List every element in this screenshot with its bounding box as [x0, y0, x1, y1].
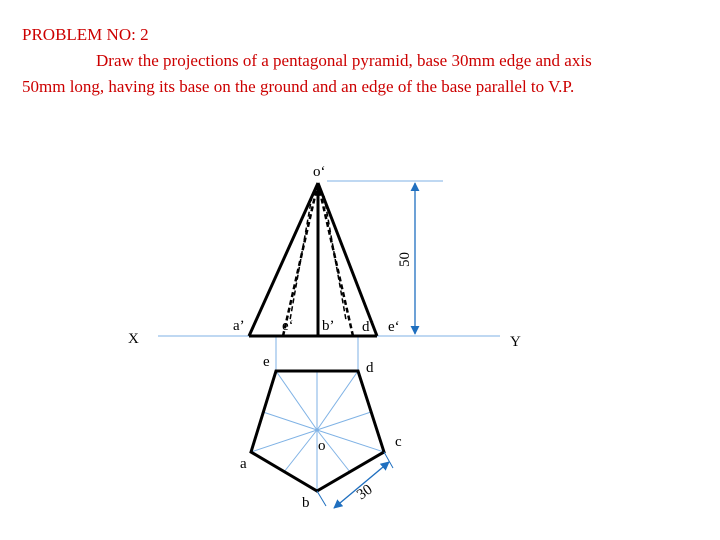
- axis-dimension-label: 50: [397, 252, 413, 267]
- x-label: X: [128, 331, 139, 347]
- front-slant-edge-left: [249, 183, 318, 336]
- label-apex-front: o‘: [313, 164, 326, 180]
- label-e-front: e‘: [282, 318, 294, 334]
- label-c-front: e‘: [388, 319, 400, 335]
- construction-line: [263, 412, 317, 430]
- problem-text-line-2: 50mm long, having its base on the ground and an edge of the base parallel to V.P.: [22, 77, 575, 96]
- problem-text-line-1: Draw the projections of a pentagonal pyramid, base 30mm edge and axis: [96, 51, 592, 70]
- construction-line: [251, 430, 317, 452]
- construction-line: [317, 412, 371, 430]
- edge-extension-b: [317, 491, 326, 506]
- construction-line: [317, 430, 384, 452]
- problem-title: PROBLEM NO: 2: [22, 25, 149, 44]
- label-b-top: b: [302, 495, 310, 511]
- y-label: Y: [510, 334, 521, 350]
- label-o-top: o: [318, 438, 326, 454]
- construction-line: [317, 371, 358, 430]
- construction-line: [284, 430, 317, 472]
- construction-line: [276, 371, 317, 430]
- label-d-front: d‘: [362, 319, 375, 335]
- front-slant-edge-right: [318, 183, 377, 336]
- label-b-front: b’: [322, 318, 335, 334]
- label-c-top: c: [395, 434, 402, 450]
- label-d-top: d: [366, 360, 374, 376]
- label-a-front: a’: [233, 318, 245, 334]
- label-e-top: e: [263, 354, 270, 370]
- label-a-top: a: [240, 456, 247, 472]
- edge-dimension-label: 30: [354, 481, 376, 504]
